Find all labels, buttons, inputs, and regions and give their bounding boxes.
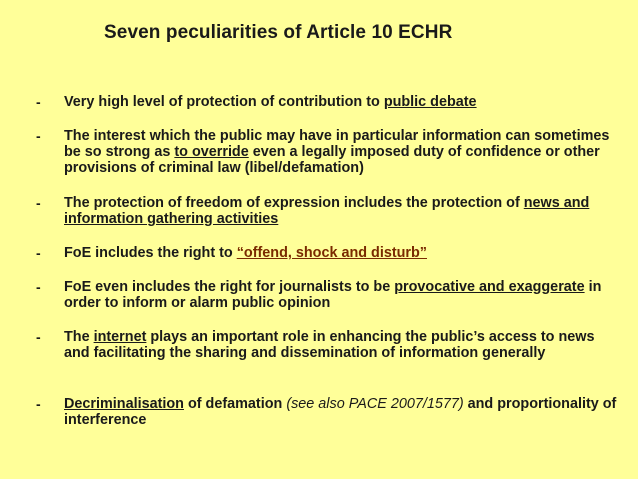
bullet-text-part: of defamation: [183, 396, 287, 412]
bullet-text-emphasis: Decriminalisation: [64, 396, 184, 412]
bullet-text-emphasis: provocative and exaggerate: [394, 279, 585, 295]
bullet-text-part: The: [64, 329, 94, 345]
bullet-text-part: even a legally imposed duty of confidence or other provisions of criminal law (libel/defamation): [64, 144, 600, 176]
bullet-text-emphasis: news and information gathering activities: [64, 195, 590, 227]
bullet-text-citation: (see also PACE 2007/1577): [286, 396, 464, 412]
bullet-text-emphasis: to override: [174, 144, 249, 160]
bullet-marker: -: [36, 245, 41, 261]
bullet-marker: -: [36, 396, 41, 412]
bullet-text-part: FoE even includes the right for journalists to be: [64, 279, 395, 295]
bullet-marker: -: [36, 329, 41, 345]
bullet-text-part: The protection of freedom of expression includes the protection of: [64, 195, 524, 211]
bullet-text: [64, 396, 624, 428]
bullet-marker: -: [36, 128, 41, 144]
bullet-text: [64, 128, 624, 176]
bullet-text-emphasis: public debate: [383, 94, 477, 110]
bullet-text: [64, 94, 624, 110]
bullet-text-part: in order to inform or alarm public opinion: [64, 279, 602, 311]
bullet-text: [64, 195, 624, 227]
bullet-text: [64, 245, 624, 261]
bullet-text-quote: “offend, shock and disturb”: [236, 245, 427, 261]
slide-title: Seven peculiarities of Article 10 ECHR: [104, 22, 453, 43]
bullet-text-part: FoE includes the right to: [64, 245, 237, 261]
bullet-marker: -: [36, 94, 41, 110]
bullet-text-part: The interest which the public may have in particular information can sometimes be so strong as: [64, 128, 610, 160]
bullet-marker: -: [36, 279, 41, 295]
bullet-marker: -: [36, 195, 41, 211]
bullet-text-part: plays an important role in enhancing the public’s access to news and facilitating the sharing and dissemination of information generally: [64, 329, 595, 361]
bullet-text-part: and proportionality of interference: [64, 396, 617, 428]
bullet-text: [64, 329, 624, 361]
bullet-text-emphasis: internet: [93, 329, 147, 345]
bullet-text-part: Very high level of protection of contribution to: [64, 94, 384, 110]
bullet-text: [64, 279, 624, 311]
